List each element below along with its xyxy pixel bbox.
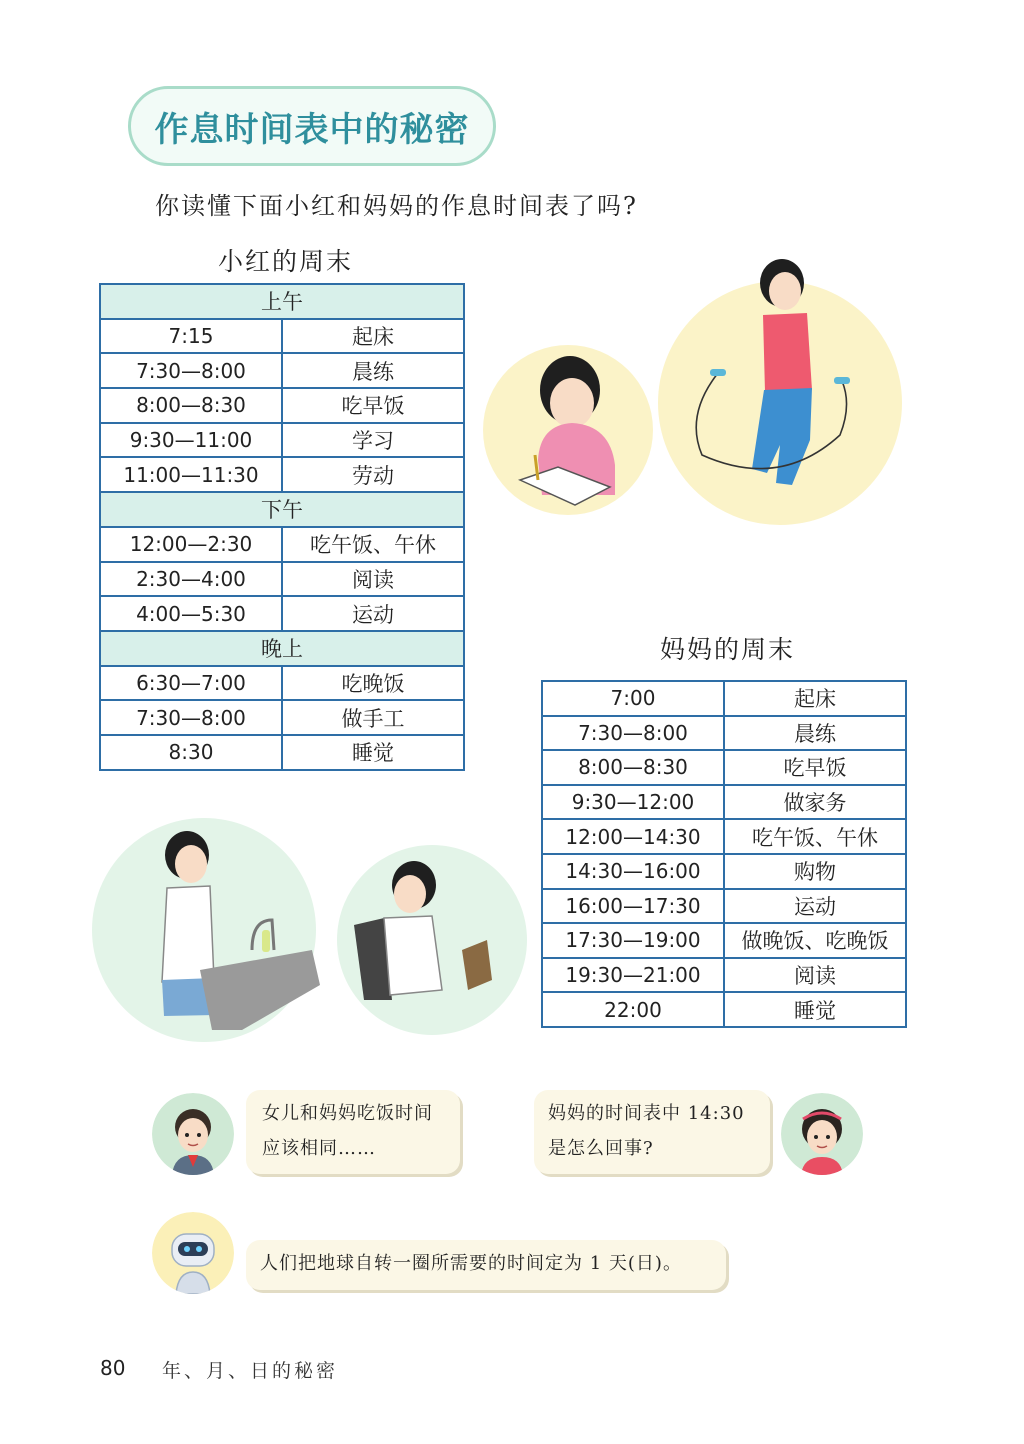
time-cell: 8:00—8:30	[542, 750, 724, 785]
time-cell: 7:00	[542, 681, 724, 716]
table-row	[100, 423, 464, 458]
table-row	[542, 958, 906, 993]
table-row	[100, 353, 464, 388]
time-cell: 7:30—8:00	[100, 353, 282, 388]
section-label: 下午	[100, 492, 464, 527]
activity-cell: 购物	[724, 854, 906, 889]
girl-activities-illustration	[480, 255, 910, 545]
activity-cell: 吃早饭	[724, 750, 906, 785]
activity-cell: 学习	[282, 423, 464, 458]
time-cell: 22:00	[542, 992, 724, 1027]
activity-cell: 吃午饭、午休	[724, 819, 906, 854]
time-cell: 8:30	[100, 735, 282, 770]
section-label: 晚上	[100, 631, 464, 666]
table-row	[100, 700, 464, 735]
boy-speech-bubble	[246, 1090, 460, 1174]
bubble-text-line: 是怎么回事?	[548, 1138, 654, 1159]
table-row	[542, 992, 906, 1027]
table-row	[542, 750, 906, 785]
mom-caption: 妈妈的周末	[660, 635, 796, 664]
table-row	[542, 889, 906, 924]
activity-cell: 做手工	[282, 700, 464, 735]
section-label: 上午	[100, 284, 464, 319]
table-row	[100, 527, 464, 562]
bubble-text-line: 应该相同……	[262, 1138, 376, 1159]
question-text: 你读懂下面小红和妈妈的作息时间表了吗?	[155, 192, 638, 220]
activity-cell: 做家务	[724, 785, 906, 820]
time-cell: 9:30—11:00	[100, 423, 282, 458]
section-row-evening	[100, 631, 464, 666]
table-row	[100, 735, 464, 770]
bubble-text-line: 妈妈的时间表中 14:30	[548, 1103, 745, 1124]
time-cell: 19:30—21:00	[542, 958, 724, 993]
table-row	[100, 388, 464, 423]
time-cell: 8:00—8:30	[100, 388, 282, 423]
time-cell: 6:30—7:00	[100, 666, 282, 701]
table-row	[100, 596, 464, 631]
activity-cell: 睡觉	[282, 735, 464, 770]
girl-avatar	[781, 1093, 863, 1175]
table-row	[542, 854, 906, 889]
activity-cell: 阅读	[282, 562, 464, 597]
xiaohong-schedule-table	[99, 283, 465, 771]
section-row-afternoon	[100, 492, 464, 527]
time-cell: 16:00—17:30	[542, 889, 724, 924]
table-row	[542, 716, 906, 751]
bubble-text-line: 女儿和妈妈吃饭时间	[262, 1103, 433, 1124]
activity-cell: 起床	[282, 319, 464, 354]
bubble-text-line: 人们把地球自转一圈所需要的时间定为 1 天(日)。	[260, 1253, 682, 1274]
page-number: 80	[100, 1356, 126, 1380]
time-cell: 2:30—4:00	[100, 562, 282, 597]
activity-cell: 运动	[282, 596, 464, 631]
activity-cell: 吃早饭	[282, 388, 464, 423]
activity-cell: 劳动	[282, 457, 464, 492]
robot-speech-bubble	[246, 1240, 726, 1290]
time-cell: 9:30—12:00	[542, 785, 724, 820]
activity-cell: 吃午饭、午休	[282, 527, 464, 562]
time-cell: 17:30—19:00	[542, 923, 724, 958]
table-row	[542, 923, 906, 958]
time-cell: 4:00—5:30	[100, 596, 282, 631]
robot-avatar	[152, 1212, 234, 1294]
table-row	[542, 785, 906, 820]
girl-speech-bubble	[534, 1090, 770, 1174]
activity-cell: 睡觉	[724, 992, 906, 1027]
lesson-title-box	[128, 86, 496, 166]
time-cell: 7:15	[100, 319, 282, 354]
table-row	[542, 819, 906, 854]
time-cell: 14:30—16:00	[542, 854, 724, 889]
time-cell: 12:00—14:30	[542, 819, 724, 854]
mom-activities-illustration	[92, 800, 532, 1065]
activity-cell: 运动	[724, 889, 906, 924]
activity-cell: 起床	[724, 681, 906, 716]
unit-title: 年、月、日的秘密	[162, 1360, 339, 1382]
time-cell: 11:00—11:30	[100, 457, 282, 492]
section-row-morning	[100, 284, 464, 319]
activity-cell: 吃晚饭	[282, 666, 464, 701]
activity-cell: 做晚饭、吃晚饭	[724, 923, 906, 958]
table-row	[100, 457, 464, 492]
mom-schedule-table	[541, 680, 907, 1028]
activity-cell: 晨练	[282, 353, 464, 388]
table-row	[100, 562, 464, 597]
time-cell: 7:30—8:00	[542, 716, 724, 751]
table-row	[542, 681, 906, 716]
activity-cell: 阅读	[724, 958, 906, 993]
time-cell: 12:00—2:30	[100, 527, 282, 562]
time-cell: 7:30—8:00	[100, 700, 282, 735]
table-row	[100, 319, 464, 354]
xiaohong-caption: 小红的周末	[218, 247, 354, 276]
lesson-title: 作息时间表中的秘密	[154, 109, 470, 150]
table-row	[100, 666, 464, 701]
boy-avatar	[152, 1093, 234, 1175]
activity-cell: 晨练	[724, 716, 906, 751]
